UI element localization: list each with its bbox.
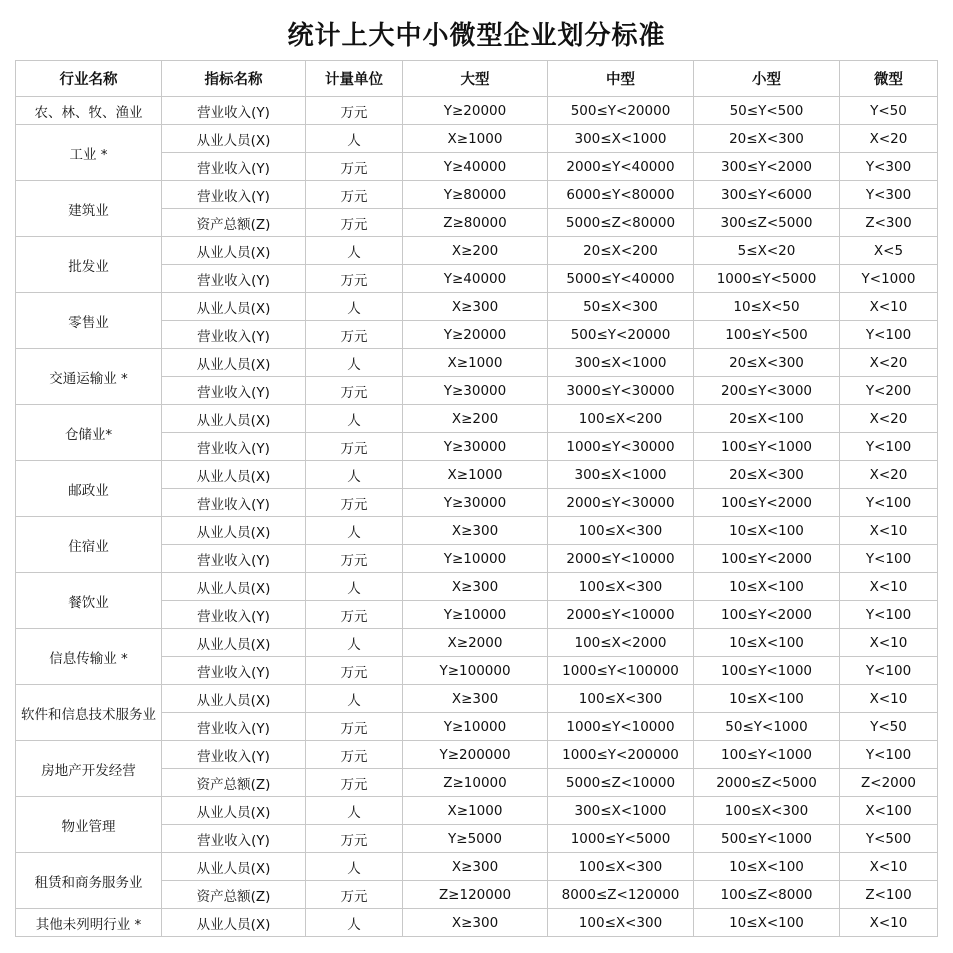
large-cell: Z≥120000 <box>403 881 548 909</box>
unit-cell: 人 <box>306 797 403 825</box>
micro-cell: Y<300 <box>840 181 938 209</box>
small-cell: 10≤X<100 <box>694 573 840 601</box>
large-cell: X≥200 <box>403 405 548 433</box>
header-small: 小型 <box>694 61 840 97</box>
unit-cell: 万元 <box>306 881 403 909</box>
table-row <box>16 181 938 209</box>
large-cell: Y≥20000 <box>403 97 548 125</box>
medium-cell: 2000≤Y<10000 <box>548 601 694 629</box>
micro-cell: Y<1000 <box>840 265 938 293</box>
medium-cell: 100≤X<2000 <box>548 629 694 657</box>
micro-cell: X<10 <box>840 573 938 601</box>
header-large: 大型 <box>403 61 548 97</box>
unit-cell: 人 <box>306 461 403 489</box>
unit-cell: 人 <box>306 685 403 713</box>
medium-cell: 1000≤Y<5000 <box>548 825 694 853</box>
medium-cell: 5000≤Z<80000 <box>548 209 694 237</box>
indicator-cell: 营业收入(Y) <box>162 545 306 573</box>
small-cell: 20≤X<300 <box>694 125 840 153</box>
micro-cell: X<10 <box>840 517 938 545</box>
large-cell: Y≥10000 <box>403 545 548 573</box>
small-cell: 100≤Y<2000 <box>694 489 840 517</box>
indicator-cell: 资产总额(Z) <box>162 769 306 797</box>
table-row <box>16 629 938 657</box>
micro-cell: Z<100 <box>840 881 938 909</box>
indicator-cell: 从业人员(X) <box>162 685 306 713</box>
indicator-cell: 营业收入(Y) <box>162 97 306 125</box>
industry-name-cell: 批发业 <box>16 237 162 293</box>
unit-cell: 人 <box>306 517 403 545</box>
industry-name-cell: 其他未列明行业 * <box>16 909 162 937</box>
medium-cell: 3000≤Y<30000 <box>548 377 694 405</box>
medium-cell: 1000≤Y<200000 <box>548 741 694 769</box>
micro-cell: X<20 <box>840 349 938 377</box>
medium-cell: 6000≤Y<80000 <box>548 181 694 209</box>
small-cell: 500≤Y<1000 <box>694 825 840 853</box>
table-row <box>16 125 938 153</box>
medium-cell: 1000≤Y<30000 <box>548 433 694 461</box>
medium-cell: 2000≤Y<10000 <box>548 545 694 573</box>
unit-cell: 人 <box>306 405 403 433</box>
medium-cell: 50≤X<300 <box>548 293 694 321</box>
micro-cell: Y<100 <box>840 321 938 349</box>
industry-name-cell: 物业管理 <box>16 797 162 853</box>
indicator-cell: 从业人员(X) <box>162 517 306 545</box>
industry-name-cell: 邮政业 <box>16 461 162 517</box>
unit-cell: 万元 <box>306 433 403 461</box>
large-cell: Y≥40000 <box>403 265 548 293</box>
large-cell: X≥300 <box>403 685 548 713</box>
indicator-cell: 营业收入(Y) <box>162 181 306 209</box>
small-cell: 20≤X<300 <box>694 349 840 377</box>
unit-cell: 万元 <box>306 97 403 125</box>
unit-cell: 人 <box>306 349 403 377</box>
small-cell: 100≤Y<1000 <box>694 433 840 461</box>
large-cell: X≥300 <box>403 573 548 601</box>
medium-cell: 300≤X<1000 <box>548 797 694 825</box>
large-cell: Y≥30000 <box>403 433 548 461</box>
medium-cell: 100≤X<300 <box>548 853 694 881</box>
indicator-cell: 从业人员(X) <box>162 349 306 377</box>
indicator-cell: 营业收入(Y) <box>162 153 306 181</box>
medium-cell: 100≤X<300 <box>548 685 694 713</box>
indicator-cell: 从业人员(X) <box>162 125 306 153</box>
unit-cell: 人 <box>306 853 403 881</box>
medium-cell: 500≤Y<20000 <box>548 97 694 125</box>
unit-cell: 万元 <box>306 209 403 237</box>
table-row <box>16 685 938 713</box>
large-cell: X≥1000 <box>403 125 548 153</box>
micro-cell: Y<100 <box>840 741 938 769</box>
unit-cell: 万元 <box>306 741 403 769</box>
industry-name-cell: 租赁和商务服务业 <box>16 853 162 909</box>
unit-cell: 人 <box>306 125 403 153</box>
micro-cell: Y<100 <box>840 601 938 629</box>
table-row <box>16 293 938 321</box>
small-cell: 100≤Y<1000 <box>694 657 840 685</box>
header-row <box>16 61 938 97</box>
unit-cell: 人 <box>306 237 403 265</box>
unit-cell: 万元 <box>306 545 403 573</box>
large-cell: X≥1000 <box>403 349 548 377</box>
large-cell: Y≥30000 <box>403 377 548 405</box>
medium-cell: 500≤Y<20000 <box>548 321 694 349</box>
industry-name-cell: 房地产开发经营 <box>16 741 162 797</box>
indicator-cell: 营业收入(Y) <box>162 825 306 853</box>
medium-cell: 300≤X<1000 <box>548 125 694 153</box>
micro-cell: Y<100 <box>840 489 938 517</box>
small-cell: 5≤X<20 <box>694 237 840 265</box>
unit-cell: 万元 <box>306 181 403 209</box>
industry-name-cell: 软件和信息技术服务业 <box>16 685 162 741</box>
indicator-cell: 营业收入(Y) <box>162 601 306 629</box>
large-cell: X≥300 <box>403 517 548 545</box>
indicator-cell: 从业人员(X) <box>162 797 306 825</box>
large-cell: Z≥10000 <box>403 769 548 797</box>
small-cell: 10≤X<100 <box>694 909 840 937</box>
small-cell: 50≤Y<1000 <box>694 713 840 741</box>
medium-cell: 100≤X<300 <box>548 909 694 937</box>
small-cell: 100≤Y<500 <box>694 321 840 349</box>
micro-cell: Y<100 <box>840 545 938 573</box>
large-cell: Y≥5000 <box>403 825 548 853</box>
large-cell: X≥300 <box>403 293 548 321</box>
indicator-cell: 从业人员(X) <box>162 461 306 489</box>
medium-cell: 2000≤Y<30000 <box>548 489 694 517</box>
table-row <box>16 461 938 489</box>
indicator-cell: 从业人员(X) <box>162 405 306 433</box>
indicator-cell: 营业收入(Y) <box>162 657 306 685</box>
header-industry: 行业名称 <box>16 61 162 97</box>
micro-cell: Y<300 <box>840 153 938 181</box>
industry-name-cell: 交通运输业 * <box>16 349 162 405</box>
indicator-cell: 营业收入(Y) <box>162 433 306 461</box>
large-cell: Y≥100000 <box>403 657 548 685</box>
industry-name-cell: 仓储业* <box>16 405 162 461</box>
medium-cell: 2000≤Y<40000 <box>548 153 694 181</box>
small-cell: 300≤Y<2000 <box>694 153 840 181</box>
medium-cell: 8000≤Z<120000 <box>548 881 694 909</box>
micro-cell: Z<300 <box>840 209 938 237</box>
small-cell: 2000≤Z<5000 <box>694 769 840 797</box>
unit-cell: 万元 <box>306 713 403 741</box>
medium-cell: 100≤X<200 <box>548 405 694 433</box>
large-cell: X≥2000 <box>403 629 548 657</box>
medium-cell: 20≤X<200 <box>548 237 694 265</box>
table-row <box>16 797 938 825</box>
micro-cell: Y<50 <box>840 97 938 125</box>
indicator-cell: 从业人员(X) <box>162 853 306 881</box>
large-cell: Y≥20000 <box>403 321 548 349</box>
small-cell: 10≤X<100 <box>694 685 840 713</box>
small-cell: 10≤X<50 <box>694 293 840 321</box>
unit-cell: 人 <box>306 629 403 657</box>
micro-cell: Y<100 <box>840 433 938 461</box>
medium-cell: 100≤X<300 <box>548 517 694 545</box>
small-cell: 100≤Y<2000 <box>694 545 840 573</box>
unit-cell: 万元 <box>306 657 403 685</box>
table-body <box>16 97 938 937</box>
medium-cell: 5000≤Y<40000 <box>548 265 694 293</box>
small-cell: 200≤Y<3000 <box>694 377 840 405</box>
unit-cell: 万元 <box>306 769 403 797</box>
industry-name-cell: 农、林、牧、渔业 <box>16 97 162 125</box>
micro-cell: X<10 <box>840 685 938 713</box>
table-row <box>16 517 938 545</box>
small-cell: 100≤Y<1000 <box>694 741 840 769</box>
large-cell: Y≥10000 <box>403 601 548 629</box>
small-cell: 10≤X<100 <box>694 517 840 545</box>
industry-name-cell: 信息传输业 * <box>16 629 162 685</box>
unit-cell: 人 <box>306 909 403 937</box>
medium-cell: 100≤X<300 <box>548 573 694 601</box>
medium-cell: 300≤X<1000 <box>548 461 694 489</box>
large-cell: Y≥40000 <box>403 153 548 181</box>
large-cell: X≥200 <box>403 237 548 265</box>
header-medium: 中型 <box>548 61 694 97</box>
small-cell: 20≤X<300 <box>694 461 840 489</box>
large-cell: X≥1000 <box>403 461 548 489</box>
micro-cell: X<20 <box>840 125 938 153</box>
indicator-cell: 营业收入(Y) <box>162 741 306 769</box>
industry-name-cell: 住宿业 <box>16 517 162 573</box>
classification-table <box>15 60 938 937</box>
micro-cell: Y<100 <box>840 657 938 685</box>
unit-cell: 人 <box>306 293 403 321</box>
indicator-cell: 从业人员(X) <box>162 909 306 937</box>
micro-cell: X<10 <box>840 853 938 881</box>
indicator-cell: 营业收入(Y) <box>162 489 306 517</box>
micro-cell: X<10 <box>840 629 938 657</box>
large-cell: Z≥80000 <box>403 209 548 237</box>
small-cell: 100≤X<300 <box>694 797 840 825</box>
indicator-cell: 资产总额(Z) <box>162 209 306 237</box>
indicator-cell: 从业人员(X) <box>162 573 306 601</box>
industry-name-cell: 零售业 <box>16 293 162 349</box>
indicator-cell: 从业人员(X) <box>162 629 306 657</box>
medium-cell: 1000≤Y<10000 <box>548 713 694 741</box>
medium-cell: 300≤X<1000 <box>548 349 694 377</box>
indicator-cell: 营业收入(Y) <box>162 321 306 349</box>
micro-cell: X<20 <box>840 405 938 433</box>
header-micro: 微型 <box>840 61 938 97</box>
small-cell: 100≤Y<2000 <box>694 601 840 629</box>
unit-cell: 万元 <box>306 265 403 293</box>
table-row <box>16 573 938 601</box>
micro-cell: X<10 <box>840 909 938 937</box>
indicator-cell: 营业收入(Y) <box>162 265 306 293</box>
page-title: 统计上大中小微型企业划分标准 <box>287 21 666 51</box>
small-cell: 300≤Z<5000 <box>694 209 840 237</box>
table-row <box>16 909 938 937</box>
table-row <box>16 349 938 377</box>
indicator-cell: 营业收入(Y) <box>162 377 306 405</box>
header-unit: 计量单位 <box>306 61 403 97</box>
unit-cell: 人 <box>306 573 403 601</box>
table-row <box>16 741 938 769</box>
unit-cell: 万元 <box>306 489 403 517</box>
table-row <box>16 405 938 433</box>
small-cell: 100≤Z<8000 <box>694 881 840 909</box>
large-cell: X≥300 <box>403 909 548 937</box>
unit-cell: 万元 <box>306 601 403 629</box>
table-row <box>16 853 938 881</box>
large-cell: Y≥80000 <box>403 181 548 209</box>
micro-cell: Y<200 <box>840 377 938 405</box>
indicator-cell: 营业收入(Y) <box>162 713 306 741</box>
micro-cell: X<10 <box>840 293 938 321</box>
unit-cell: 万元 <box>306 321 403 349</box>
large-cell: Y≥10000 <box>403 713 548 741</box>
header-indicator: 指标名称 <box>162 61 306 97</box>
indicator-cell: 从业人员(X) <box>162 237 306 265</box>
indicator-cell: 从业人员(X) <box>162 293 306 321</box>
medium-cell: 1000≤Y<100000 <box>548 657 694 685</box>
small-cell: 10≤X<100 <box>694 853 840 881</box>
small-cell: 1000≤Y<5000 <box>694 265 840 293</box>
micro-cell: Z<2000 <box>840 769 938 797</box>
large-cell: X≥300 <box>403 853 548 881</box>
small-cell: 10≤X<100 <box>694 629 840 657</box>
small-cell: 50≤Y<500 <box>694 97 840 125</box>
industry-name-cell: 餐饮业 <box>16 573 162 629</box>
micro-cell: X<5 <box>840 237 938 265</box>
medium-cell: 5000≤Z<10000 <box>548 769 694 797</box>
industry-name-cell: 工业 * <box>16 125 162 181</box>
unit-cell: 万元 <box>306 153 403 181</box>
unit-cell: 万元 <box>306 377 403 405</box>
small-cell: 20≤X<100 <box>694 405 840 433</box>
table-row <box>16 237 938 265</box>
micro-cell: Y<50 <box>840 713 938 741</box>
large-cell: Y≥30000 <box>403 489 548 517</box>
small-cell: 300≤Y<6000 <box>694 181 840 209</box>
industry-name-cell: 建筑业 <box>16 181 162 237</box>
large-cell: X≥1000 <box>403 797 548 825</box>
micro-cell: Y<500 <box>840 825 938 853</box>
table-row <box>16 97 938 125</box>
micro-cell: X<100 <box>840 797 938 825</box>
unit-cell: 万元 <box>306 825 403 853</box>
indicator-cell: 资产总额(Z) <box>162 881 306 909</box>
micro-cell: X<20 <box>840 461 938 489</box>
large-cell: Y≥200000 <box>403 741 548 769</box>
